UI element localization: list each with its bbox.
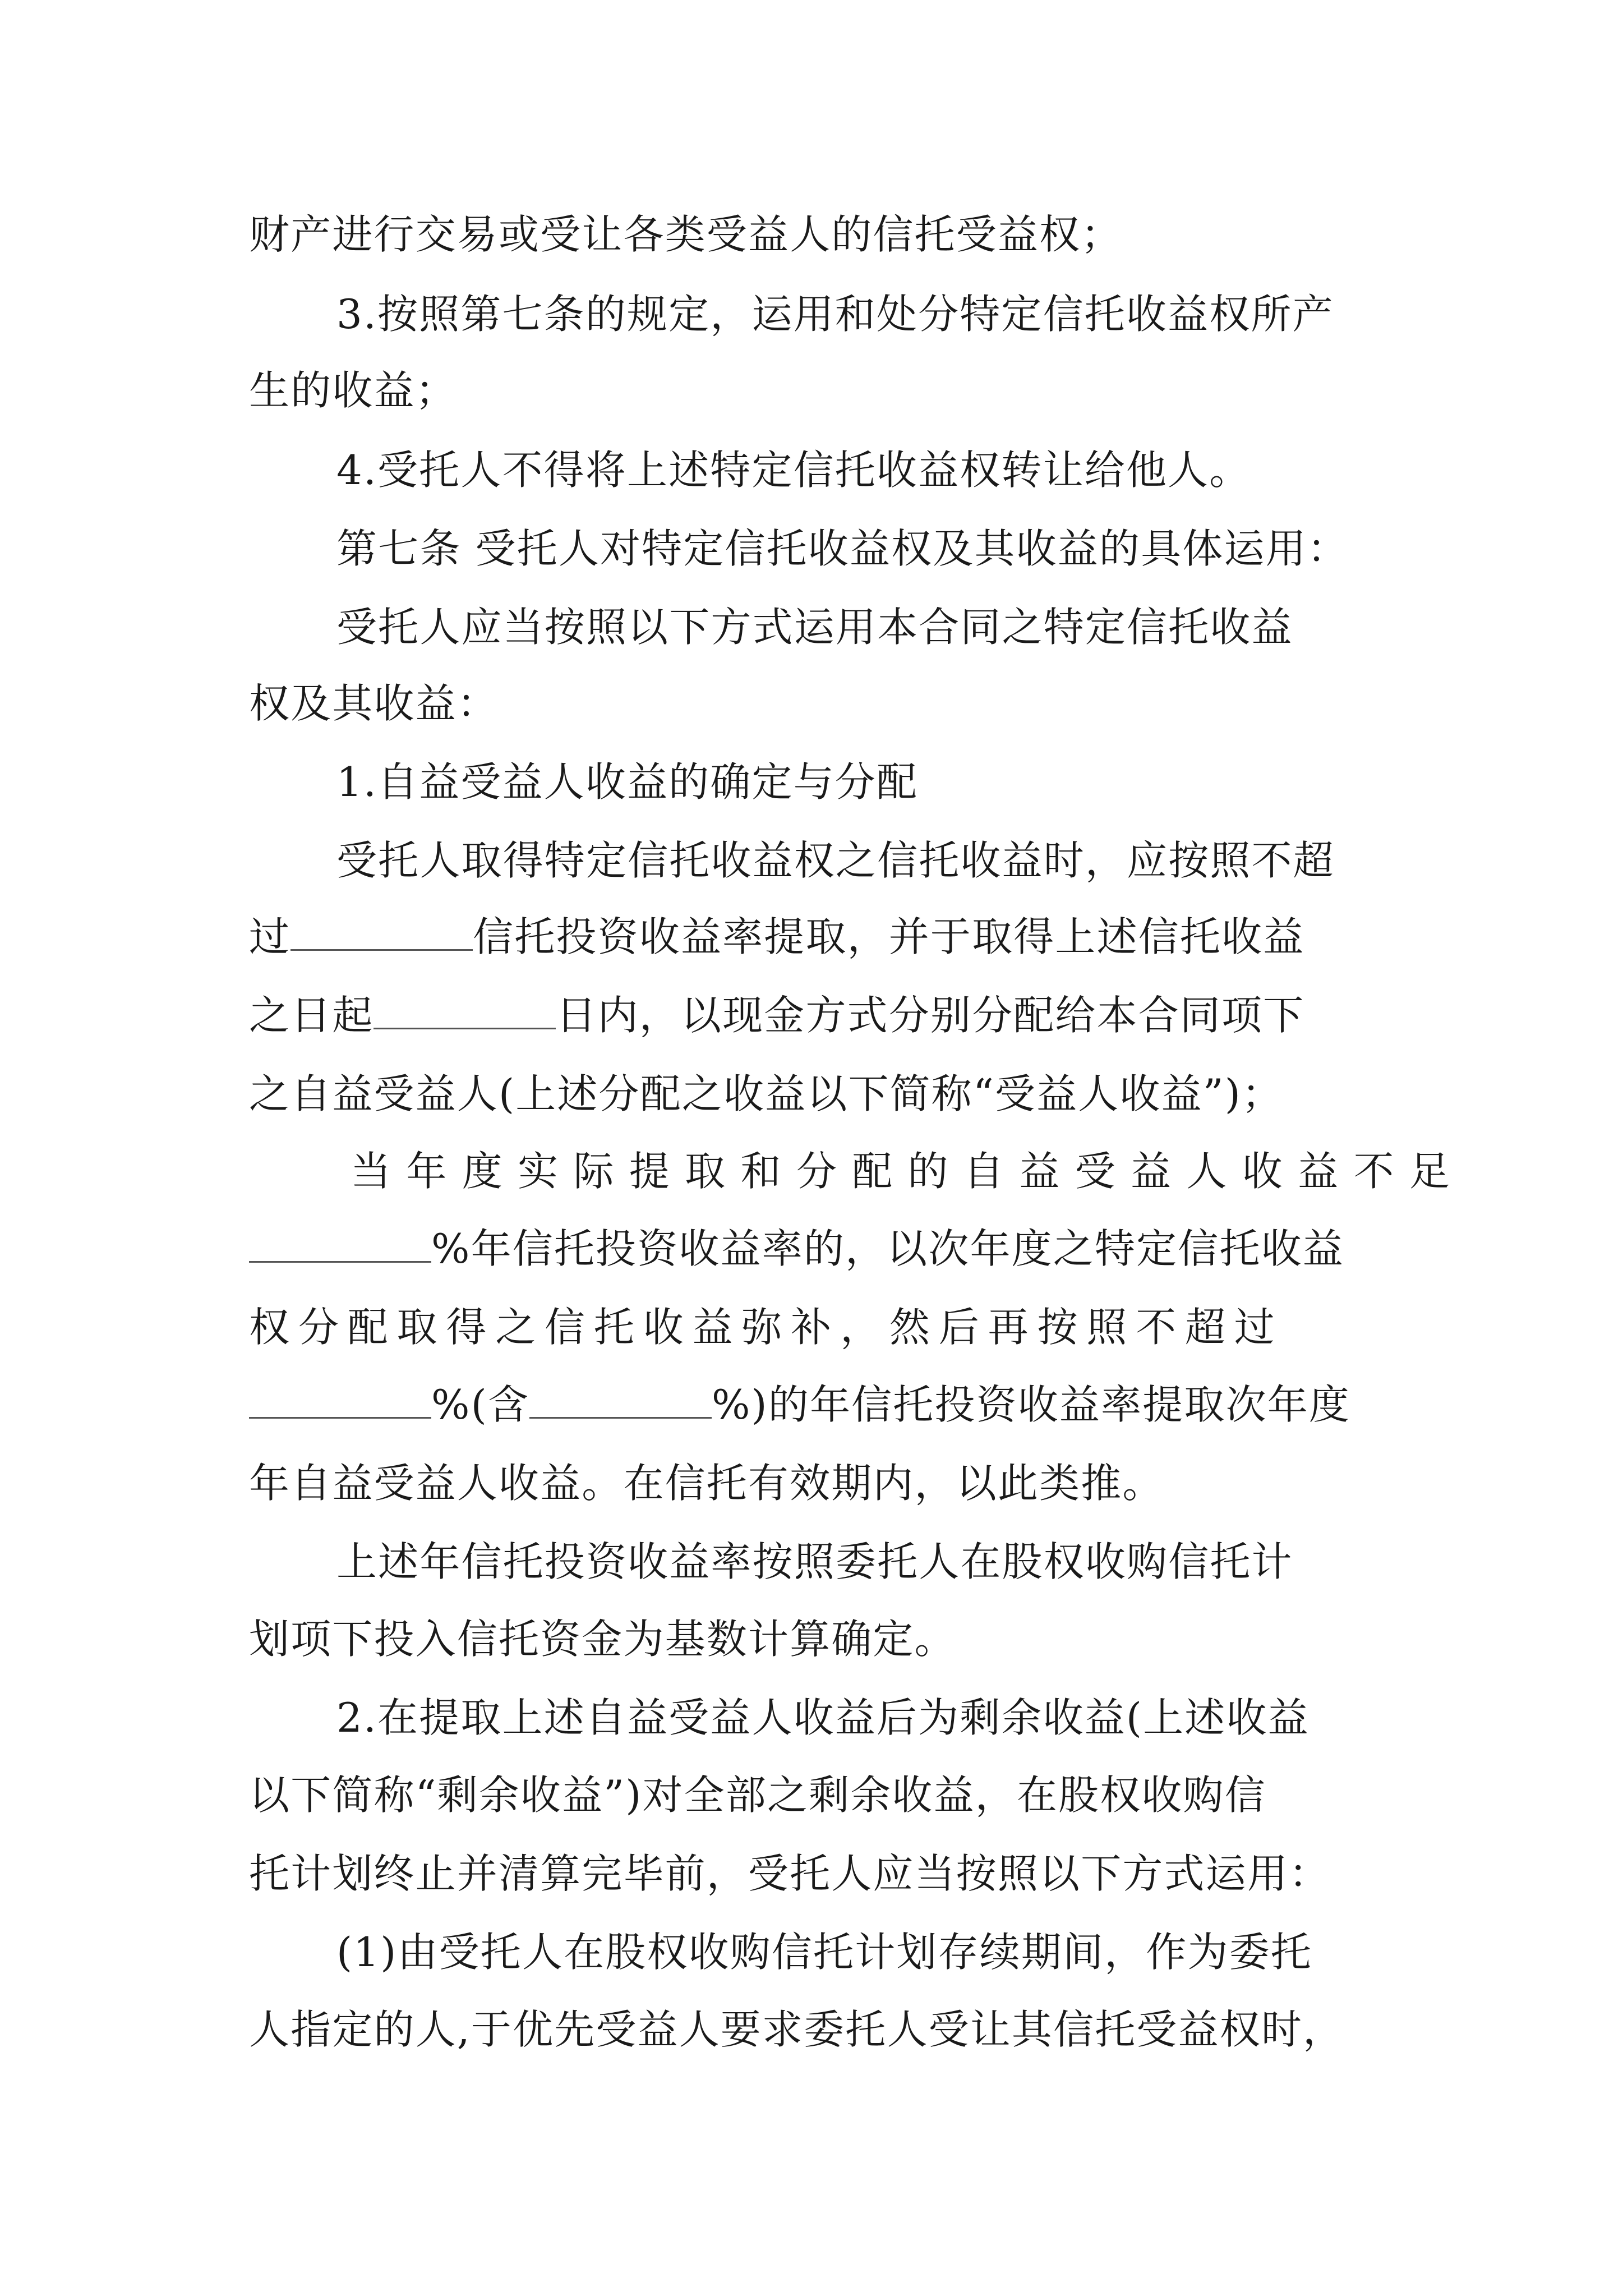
line-text: 生的收益； (249, 367, 457, 414)
line-text: 3.按照第七条的规定，运用和处分特定信托收益权所产 (336, 291, 1334, 338)
section-heading: 第七条 受托人对特定信托收益权及其收益的具体运用： (336, 525, 1349, 572)
line-text: 过 (249, 913, 291, 960)
line-text: 2.在提取上述自益受益人收益后为剩余收益(上述收益 (336, 1694, 1310, 1741)
blank-field (529, 1380, 712, 1419)
text-line-17 (249, 1456, 1164, 1510)
text-line-23 (336, 1925, 1312, 1979)
text-line-7 (249, 677, 499, 730)
text-line-16 (249, 1378, 1350, 1432)
blank-field (249, 1224, 431, 1263)
text-line-20 (336, 1691, 1310, 1745)
line-text: 权及其收益： (249, 680, 499, 727)
line-text: %年信托投资收益率的，以次年度之特定信托收益 (431, 1225, 1344, 1272)
line-text: 以下简称“剩余收益”)对全部之剩余收益，在股权收购信 (249, 1772, 1266, 1819)
line-text: 之自益受益人(上述分配之收益以下简称“受益人收益”)； (249, 1070, 1284, 1117)
line-text: 受托人应当按照以下方式运用本合同之特定信托收益 (336, 604, 1293, 651)
line-text: 财产进行交易或受让各类受益人的信托受益权； (249, 211, 1123, 258)
text-line-13 (351, 1144, 1465, 1198)
text-line-10 (249, 910, 1304, 964)
text-line-3 (249, 364, 457, 417)
blank-field (374, 991, 556, 1029)
line-text: 年自益受益人收益。在信托有效期内，以此类推。 (249, 1460, 1164, 1507)
text-line-11 (249, 988, 1304, 1042)
blank-field (249, 1380, 431, 1419)
line-text: %(含 (431, 1381, 529, 1428)
line-text: 人指定的人,于优先受益人要求委托人受让其信托受益权时， (249, 2006, 1345, 2053)
text-line-6 (336, 600, 1293, 654)
text-line-21 (249, 1768, 1266, 1822)
line-text: (1)由受托人在股权收购信托计划存续期间，作为委托 (336, 1929, 1312, 1976)
text-line-15 (249, 1300, 1284, 1354)
line-text: 日内，以现金方式分别分配给本合同项下 (556, 992, 1305, 1039)
text-line-9 (336, 834, 1335, 887)
line-text: 当年度实际提取和分配的自益受益人收益不足 (351, 1148, 1465, 1195)
line-text: 信托投资收益率提取，并于取得上述信托收益 (473, 913, 1305, 960)
line-text: 托计划终止并清算完毕前，受托人应当按照以下方式运用： (249, 1850, 1331, 1897)
line-text: %)的年信托投资收益率提取次年度 (711, 1381, 1351, 1428)
text-line-14 (249, 1222, 1344, 1276)
line-text: 1.自益受益人收益的确定与分配 (336, 758, 919, 806)
text-line-12 (249, 1067, 1283, 1121)
text-line-8 (336, 755, 918, 809)
line-text: 4.受托人不得将上述特定信托收益权转让给他人。 (336, 447, 1251, 494)
line-text: 之日起 (249, 992, 374, 1039)
text-line-4 (336, 443, 1251, 497)
text-line-22 (249, 1847, 1330, 1901)
text-line-5 (336, 522, 1349, 576)
line-text: 划项下投入信托资金为基数计算确定。 (249, 1616, 956, 1663)
text-line-24 (249, 2003, 1344, 2056)
line-text: 上述年信托投资收益率按照委托人在股权收购信托计 (336, 1538, 1293, 1585)
text-line-19 (249, 1612, 956, 1666)
text-line-18 (336, 1535, 1293, 1589)
text-line-2 (336, 287, 1334, 341)
text-line-1 (249, 208, 1122, 261)
line-text: 受托人取得特定信托收益权之信托收益时，应按照不超 (336, 837, 1335, 884)
line-text: 权分配取得之信托收益弥补，然后再按照不超过 (249, 1304, 1284, 1351)
blank-field (291, 912, 473, 951)
